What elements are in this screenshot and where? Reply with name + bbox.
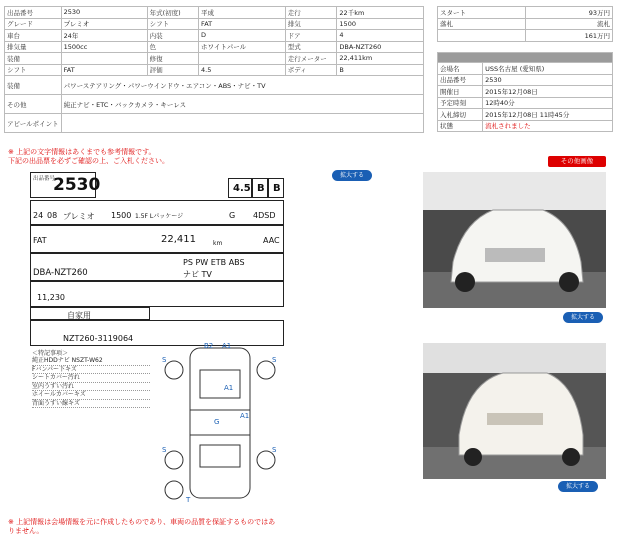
spec-value: 22千km [337,7,424,19]
status-label: 状態 [438,120,483,132]
spec-value: 22,411km [337,53,424,65]
sheet-model: プレミオ [63,212,95,221]
spec-key: 排気 [285,18,337,30]
wheel-rl [165,451,183,469]
spec-key: 色 [147,41,198,53]
extra-price: 161万円 [526,30,613,42]
spec-key: 型式 [285,41,337,53]
spec-key: シフト [147,18,198,30]
recycle-row [30,281,284,307]
spec-key: 車台 [5,30,62,42]
sheet-shift: FAT [33,236,47,245]
zoom-photo2-button[interactable]: 拡大する [558,481,598,492]
spec-value: 4.5 [199,64,286,76]
start-price: 93万円 [526,7,613,19]
notice-top-line-2: 下記の出品票を必ずご確認の上、ご入札ください。 [8,157,169,165]
sheet-year-month: 08 [47,211,58,220]
sheet-use: 自家用 [67,311,91,320]
mark-b2: B2 [204,342,214,350]
spec-value [61,53,147,65]
spec-key: 出品番号 [5,7,62,19]
spec-wide-value: 純正ナビ・ETC・バックカメラ・キーレス [61,95,423,114]
spec-row [5,30,424,42]
spec-value: B [337,64,424,76]
windshield [200,370,240,398]
spec-key: 評価 [147,64,198,76]
mark-s-rl: S [162,446,167,454]
notice-top-line-1: ※ 上記の文字情報はあくまでも参考情報です。 [8,148,156,156]
spec-key: ボディ [285,64,337,76]
spec-value: FAT [61,64,147,76]
spec-row [5,64,424,76]
spec-table [4,6,424,133]
sheet-odo-unit: km [213,240,223,247]
sheet-recycle: 11,230 [37,293,65,302]
sheet-chassis: NZT260-3119064 [63,334,134,343]
spec-key: 修復 [147,53,198,65]
time-label: 予定時刻 [438,97,483,109]
section-bar [438,53,613,63]
car-photo-rear[interactable] [423,343,606,479]
spec-value: 24年 [61,30,147,42]
sheet-score: 4.5 [233,183,251,194]
spec-key: その他 [5,95,62,114]
spec-value: 1500cc [61,41,147,53]
mark-t: T [186,496,191,504]
mark-s-fl: S [162,356,167,364]
rear-window [200,445,240,467]
spec-value: FAT [199,18,286,30]
spec-key: 走行 [285,7,337,19]
lot-label: 出品番号 [438,74,483,86]
use-row [30,307,150,320]
note-item: シートカバー汚れ [32,374,150,383]
zoom-photo1-button[interactable]: 拡大する [563,312,603,323]
spec-key: アピールポイント [5,114,62,133]
spec-wide-value: パワーステアリング・パワーウインドウ・エアコン・ABS・ナビ・TV [61,76,423,95]
note-item: 背面うすい線キズ [32,400,150,409]
extra-label [438,30,526,42]
deadline-value: 2015年12月08日 11時45分 [483,109,613,121]
sheet-equip2: ナビ TV [183,270,212,279]
mark-g: G [214,418,220,426]
spec-value: 4 [337,30,424,42]
int-grade-box [252,178,268,198]
sheet-ext-grade: B [273,183,281,194]
deadline-label: 入札締切 [438,109,483,121]
date-value: 2015年12月08日 [483,86,613,98]
sheet-type-code: DBA-NZT260 [33,268,88,278]
spec-key: 内装 [147,30,198,42]
notice-top [8,148,169,166]
sheet-ac: AAC [263,236,280,245]
spec-value: DBA-NZT260 [337,41,424,53]
spec-wide-row [5,95,424,114]
car-photo-front[interactable] [423,172,606,308]
spec-value [199,53,286,65]
spec-row [5,53,424,65]
notice-bottom-line-1: ※ 上記情報は会場情報を元に作成したものであり、車両の品質を保証するものではあ [8,518,276,526]
start-label: スタート [438,7,526,19]
shift-row [30,225,284,253]
notes-block [32,348,150,408]
venue-value: USS名古屋 (愛知県) [483,63,613,75]
result-value: 流札 [526,18,613,30]
spec-key: ドア [285,30,337,42]
type-row [30,253,284,281]
ext-grade-box [268,178,284,198]
wheel-fl [165,361,183,379]
spec-row [5,41,424,53]
spec-wide-value [61,114,423,133]
spec-value: 平成 [199,7,286,19]
spec-value: 2530 [61,7,147,19]
damage-diagram [160,340,280,505]
spec-wide-row [5,114,424,133]
sheet-lot: 2530 [53,175,101,195]
score-box [228,178,252,198]
auction-info-table [437,52,613,132]
note-item: ホイールカバーキズ [32,391,150,400]
sheet-odometer: 22,411 [161,234,196,245]
sheet-cc: 1500 [111,211,132,220]
mark-a1-front: A1 [222,342,232,350]
spec-key: 走行メーター [285,53,337,65]
lot-box-label: 出品番号 [33,176,56,182]
spec-value: 1500 [337,18,424,30]
notice-bottom-line-2: りません。 [8,527,44,535]
spec-row [5,7,424,19]
spec-key: シフト [5,64,62,76]
spec-value: ホワイトパール [199,41,286,53]
auction-sheet[interactable] [30,172,292,532]
mark-a1-side: A1 [240,412,250,420]
spare-wheel [165,481,183,499]
notes-title: ＜特記事項＞ [32,350,69,357]
model-row [30,200,284,225]
venue-label: 会場名 [438,63,483,75]
sheet-int-grade: B [257,183,265,194]
mark-a1-mid: A1 [224,384,234,392]
mark-s-rr: S [272,446,277,454]
spec-row [5,18,424,30]
lot-box [30,172,101,198]
spec-key: 排気量 [5,41,62,53]
spec-value: プレミオ [61,18,147,30]
spec-wide-row [5,76,424,95]
spec-key: 装備 [5,76,62,95]
zoom-sheet-button[interactable]: 拡大する [332,170,372,181]
mark-s-fr: S [272,356,277,364]
other-photos-button[interactable]: その他画像 [548,156,606,167]
sheet-equip: PS PW ETB ABS [183,258,245,267]
sheet-year-era: 24 [33,211,44,220]
date-label: 開催日 [438,86,483,98]
sheet-grade-code: G [229,211,236,220]
lot-value: 2530 [483,74,613,86]
spec-key: 装備 [5,53,62,65]
note-item: 室内うすい汚れ [32,383,150,392]
note-item: 純正HDDナビ NSZT-W62 [32,357,150,366]
status-value: 流札されました [483,120,613,132]
result-label: 落札 [438,18,526,30]
sheet-grade: 1.5F Lパッケージ [135,213,184,220]
spec-key: 年式(初度) [147,7,198,19]
spec-key: グレード [5,18,62,30]
time-value: 12時40分 [483,97,613,109]
note-item: Fバンパー下キズ [32,366,150,375]
price-table [437,6,613,42]
spec-value: D [199,30,286,42]
notes-list [32,357,150,408]
sheet-doors: 4DSD [253,211,276,220]
